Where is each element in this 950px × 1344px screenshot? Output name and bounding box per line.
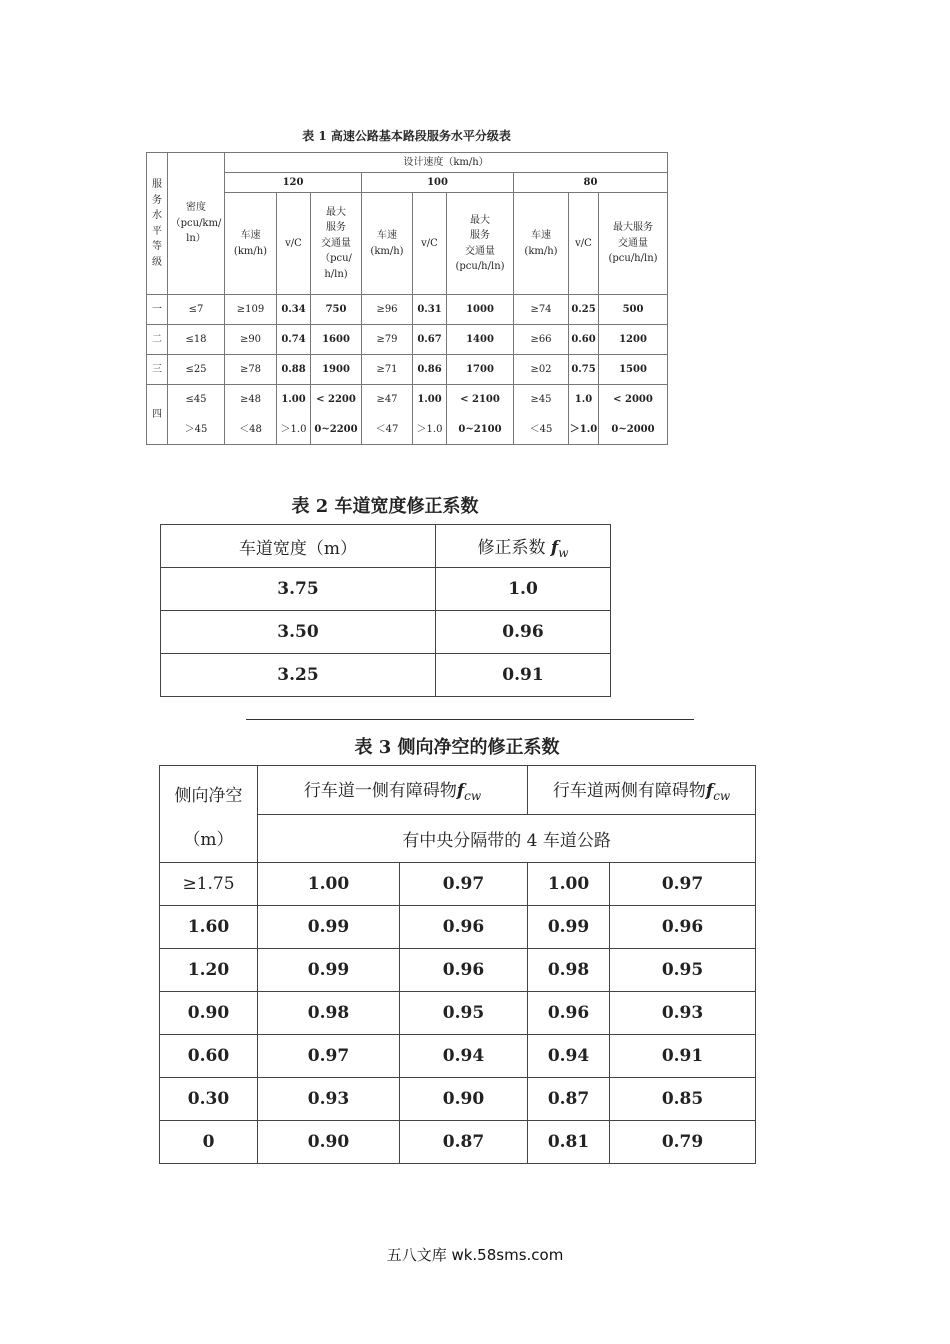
factor-cell: 0.90 — [258, 1121, 400, 1164]
table-row — [147, 415, 668, 445]
level-header: 服 务 水 平 等 级 — [147, 153, 168, 295]
factor-cell: 0.85 — [610, 1078, 756, 1121]
speed-100-subheader: 车速 (km/h) — [362, 193, 413, 295]
density-cell: ≤7 — [168, 295, 225, 325]
vc-cell: ＞1.0 — [413, 415, 447, 445]
max-flow-cell: 0~2000 — [599, 415, 668, 445]
factor-cell: 1.00 — [258, 863, 400, 906]
factor-cell: 0.97 — [610, 863, 756, 906]
table1-service-level — [146, 152, 668, 445]
lateral-clearance-header: 侧向净空 （m） — [160, 766, 258, 863]
clearance-cell: 0.60 — [160, 1035, 258, 1078]
factor-cell: 0.98 — [528, 949, 610, 992]
max-flow-cell: 1400 — [447, 325, 514, 355]
clearance-cell: ≥1.75 — [160, 863, 258, 906]
speed-cell: ≥74 — [514, 295, 569, 325]
factor-cell: 0.87 — [528, 1078, 610, 1121]
density-cell: ≤18 — [168, 325, 225, 355]
max-flow-cell: 1700 — [447, 355, 514, 385]
table-row — [160, 1121, 756, 1164]
speed-cell: ≥79 — [362, 325, 413, 355]
speed-80-subheader: 车速 (km/h) — [514, 193, 569, 295]
clearance-cell: 0 — [160, 1121, 258, 1164]
lane-width-cell: 3.75 — [161, 568, 436, 611]
design-speed-header: 设计速度（km/h） — [225, 153, 668, 173]
max-flow-cell: 1200 — [599, 325, 668, 355]
density-header: 密度 （pcu/km/ ln） — [168, 153, 225, 295]
speed-cell: ≥66 — [514, 325, 569, 355]
divider — [246, 719, 694, 720]
factor-cell: 0.93 — [610, 992, 756, 1035]
vc-cell: ＞1.0 — [277, 415, 311, 445]
vc-cell: 0.60 — [569, 325, 599, 355]
table-row — [160, 1078, 756, 1121]
factor-cell: 1.00 — [528, 863, 610, 906]
factor-cell: 0.96 — [528, 992, 610, 1035]
table-row — [147, 385, 668, 415]
factor-cell: 0.97 — [400, 863, 528, 906]
density-cell: ＞45 — [168, 415, 225, 445]
level-cell: 二 — [147, 325, 168, 355]
factor-cell: 0.99 — [258, 906, 400, 949]
vc-cell: 0.86 — [413, 355, 447, 385]
density-cell: ≤25 — [168, 355, 225, 385]
level-cell: 三 — [147, 355, 168, 385]
level-cell: 一 — [147, 295, 168, 325]
speed-cell: ≥96 — [362, 295, 413, 325]
vc-cell: 0.34 — [277, 295, 311, 325]
table-row — [160, 949, 756, 992]
vc-cell: 1.0 — [569, 385, 599, 415]
vc-80-subheader: v/C — [569, 193, 599, 295]
factor-cell: 0.99 — [258, 949, 400, 992]
factor-cell: 0.91 — [436, 654, 611, 697]
factor-cell: 0.96 — [610, 906, 756, 949]
table-row — [161, 654, 611, 697]
factor-cell: 0.96 — [400, 906, 528, 949]
clearance-cell: 1.20 — [160, 949, 258, 992]
two-side-obstacle-header: 行车道两侧有障碍物$f_{cw}$ — [528, 766, 756, 815]
max-flow-cell: 750 — [311, 295, 362, 325]
clearance-cell: 0.30 — [160, 1078, 258, 1121]
speed-cell: ≥48 — [225, 385, 277, 415]
speed-cell: ≥78 — [225, 355, 277, 385]
table-row — [147, 325, 668, 355]
speed-cell: ≥109 — [225, 295, 277, 325]
max-flow-cell: 500 — [599, 295, 668, 325]
speed-cell: ＜48 — [225, 415, 277, 445]
factor-cell: 0.99 — [528, 906, 610, 949]
vc-cell: 0.31 — [413, 295, 447, 325]
table-row — [160, 992, 756, 1035]
factor-cell: 0.87 — [400, 1121, 528, 1164]
speed-120-subheader: 车速 (km/h) — [225, 193, 277, 295]
max-flow-cell: 1000 — [447, 295, 514, 325]
correction-factor-header: 修正系数 $f_w$ — [436, 525, 611, 568]
speed-cell: ≥47 — [362, 385, 413, 415]
vc-cell: 0.25 — [569, 295, 599, 325]
table2-caption: 表 2 车道宽度修正系数 — [291, 496, 479, 517]
factor-cell: 0.81 — [528, 1121, 610, 1164]
four-lane-subheader: 有中央分隔带的 4 车道公路 — [258, 814, 756, 863]
speed-100-header: 100 — [362, 173, 514, 193]
table3-caption: 表 3 侧向净空的修正系数 — [354, 737, 560, 758]
vc-cell: 1.00 — [277, 385, 311, 415]
speed-cell: ≥02 — [514, 355, 569, 385]
max-flow-cell: 1900 — [311, 355, 362, 385]
factor-cell: 0.93 — [258, 1078, 400, 1121]
factor-cell: 1.0 — [436, 568, 611, 611]
table-row — [161, 611, 611, 654]
max-flow-cell: < 2200 — [311, 385, 362, 415]
speed-cell: ≥90 — [225, 325, 277, 355]
max-flow-cell: 1500 — [599, 355, 668, 385]
factor-cell: 0.79 — [610, 1121, 756, 1164]
factor-cell: 0.96 — [400, 949, 528, 992]
vc-cell: 0.88 — [277, 355, 311, 385]
factor-cell: 0.90 — [400, 1078, 528, 1121]
vc-cell: 0.74 — [277, 325, 311, 355]
max-flow-cell: < 2000 — [599, 385, 668, 415]
factor-cell: 0.95 — [610, 949, 756, 992]
vc-100-subheader: v/C — [413, 193, 447, 295]
factor-cell: 0.91 — [610, 1035, 756, 1078]
factor-cell: 0.98 — [258, 992, 400, 1035]
vc-cell: ＞1.0 — [569, 415, 599, 445]
vc-cell: 1.00 — [413, 385, 447, 415]
lane-width-cell: 3.50 — [161, 611, 436, 654]
max-flow-cell: 0~2100 — [447, 415, 514, 445]
max-flow-cell: 0~2200 — [311, 415, 362, 445]
vc-cell: 0.67 — [413, 325, 447, 355]
table2-lane-width-factor — [160, 524, 611, 697]
footer-watermark: 五八文库 wk.58sms.com — [386, 1246, 564, 1264]
density-cell: ≤45 — [168, 385, 225, 415]
speed-120-header: 120 — [225, 173, 362, 193]
table-row — [161, 568, 611, 611]
factor-cell: 0.94 — [400, 1035, 528, 1078]
speed-cell: ≥45 — [514, 385, 569, 415]
vc-cell: 0.75 — [569, 355, 599, 385]
one-side-obstacle-header: 行车道一侧有障碍物$f_{cw}$ — [258, 766, 528, 815]
lane-width-header: 车道宽度（m） — [161, 525, 436, 568]
speed-cell: ≥71 — [362, 355, 413, 385]
table-row — [160, 1035, 756, 1078]
factor-cell: 0.96 — [436, 611, 611, 654]
factor-cell: 0.97 — [258, 1035, 400, 1078]
factor-cell: 0.94 — [528, 1035, 610, 1078]
table-row — [147, 355, 668, 385]
max-120-subheader: 最大 服务 交通量 （pcu/ h/ln) — [311, 193, 362, 295]
level-cell: 四 — [147, 385, 168, 445]
max-flow-cell: 1600 — [311, 325, 362, 355]
lane-width-cell: 3.25 — [161, 654, 436, 697]
max-100-subheader: 最大 服务 交通量 (pcu/h/ln) — [447, 193, 514, 295]
clearance-cell: 1.60 — [160, 906, 258, 949]
table1-caption: 表 1 高速公路基本路段服务水平分级表 — [302, 129, 511, 143]
max-80-subheader: 最大服务 交通量 (pcu/h/ln) — [599, 193, 668, 295]
table3-lateral-clearance-factor — [159, 765, 756, 1164]
table-row — [147, 295, 668, 325]
vc-120-subheader: v/C — [277, 193, 311, 295]
speed-cell: ＜45 — [514, 415, 569, 445]
max-flow-cell: < 2100 — [447, 385, 514, 415]
table-row — [160, 906, 756, 949]
clearance-cell: 0.90 — [160, 992, 258, 1035]
speed-80-header: 80 — [514, 173, 668, 193]
speed-cell: ＜47 — [362, 415, 413, 445]
table-row — [160, 863, 756, 906]
factor-cell: 0.95 — [400, 992, 528, 1035]
